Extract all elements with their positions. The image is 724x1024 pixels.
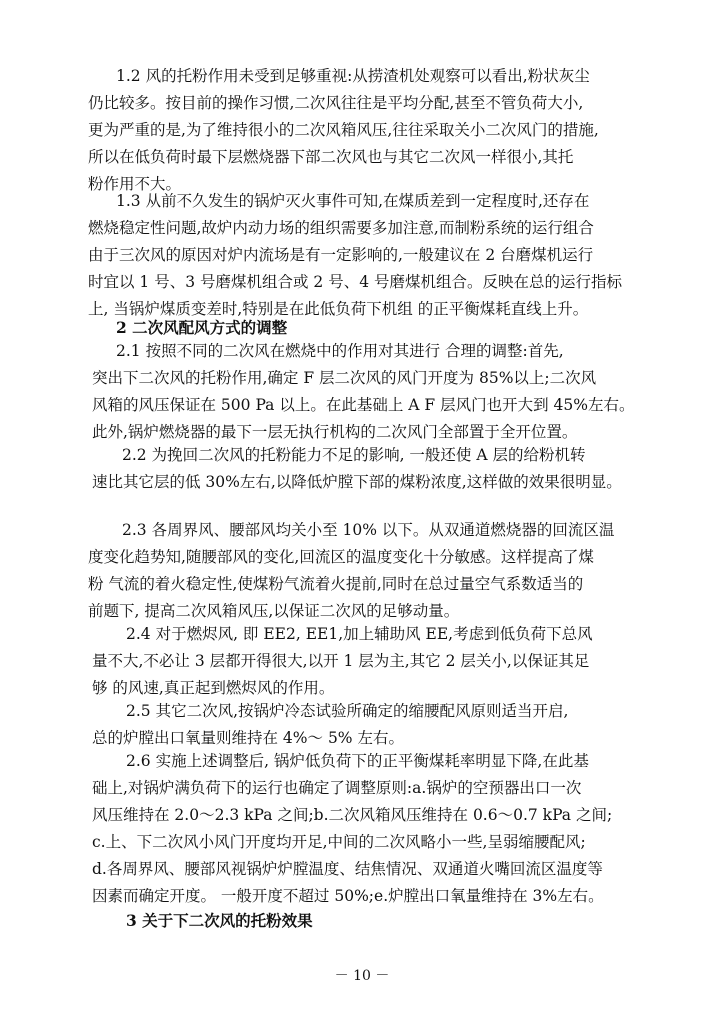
text-line: 2.1 按照不同的二次风在燃烧中的作用对其进行 合理的调整:首先, [116,342,564,360]
text-line: 粉作用不大。 [88,175,182,193]
text-line: 更为严重的是,为了维持很小的二次风箱风压,往往采取关小二次风门的措施, [88,121,599,139]
section-heading-3: 3 关于下二次风的托粉效果 [126,911,313,930]
text-line: 仍比较多。按目前的操作习惯,二次风往往是平均分配,甚至不管负荷大小, [88,94,584,112]
text-line: 量不大,不必让 3 层都开得很大,以开 1 层为主,其它 2 层关小,以保证其足 [92,652,590,670]
text-line: d.各周界风、腰部风视锅炉炉膛温度、结焦情况、双通道火嘴回流区温度等 [92,860,603,878]
text-line: 燃烧稳定性问题,故炉内动力场的组织需要多加注意,而制粉系统的运行组合 [88,219,594,237]
text-line: 2.6 实施上述调整后, 锅炉低负荷下的正平衡煤耗率明显下降,在此基 [126,752,589,770]
text-line: c.上、下二次风小风门开度均开足,中间的二次风略小一些,呈弱缩腰配风; [92,833,586,851]
text-line: 够 的风速,真正起到燃烬风的作用。 [92,679,335,697]
text-line: 速比其它层的低 30%左右,以降低炉膛下部的煤粉浓度,这样做的效果很明显。 [92,473,622,491]
text-line: 突出下二次风的托粉作用,确定 F 层二次风的风门开度为 85%以上;二次风 [92,369,597,387]
text-line: 2.4 对于燃烬风, 即 EE2, EE1,加上辅助风 EE,考虑到低负荷下总风 [126,625,593,643]
text-line: 1.3 从前不久发生的锅炉灭火事件可知,在煤质差到一定程度时,还存在 [116,192,590,210]
text-line: 2.3 各周界风、腰部风均关小至 10% 以下。从双通道燃烧器的回流区温 [122,521,615,539]
text-line: 上, 当锅炉煤质变差时,特别是在此低负荷下机组 的正平衡煤耗直线上升。 [88,300,589,318]
text-line: 度变化趋势知,随腰部风的变化,回流区的温度变化十分敏感。这样提高了煤 [88,548,594,566]
text-line: 前题下, 提高二次风箱风压,以保证二次风的足够动量。 [88,602,460,620]
text-line: 时宜以 1 号、3 号磨煤机组合或 2 号、4 号磨煤机组合。反映在总的运行指标 [88,273,623,291]
text-line: 因素而确定开度。 一般开度不超过 50%;e.炉膛出口氧量维持在 3%左右。 [92,887,604,905]
text-line: 粉 气流的着火稳定性,使煤粉气流着火提前,同时在总过量空气系数适当的 [88,575,584,593]
section-heading-2: 2 二次风配风方式的调整 [116,318,288,337]
text-line: 总的炉膛出口氧量则维持在 4%～ 5% 左右。 [92,729,404,747]
text-line: 风箱的风压保证在 500 Pa 以上。在此基础上 A F 层风门也开大到 45%左右。 [92,396,635,414]
text-line: 风压维持在 2.0～2.3 kPa 之间;b.二次风箱风压维持在 0.6～0.7 kPa 之间; [92,806,613,824]
text-line: 2.2 为挽回二次风的托粉能力不足的影响, 一般还使 A 层的给粉机转 [122,446,586,464]
text-line: 由于三次风的原因对炉内流场是有一定影响的,一般建议在 2 台磨煤机运行 [88,246,594,264]
text-line: 所以在低负荷时最下层燃烧器下部二次风也与其它二次风一样很小,其托 [88,148,574,166]
text-line: 2.5 其它二次风,按锅炉冷态试验所确定的缩腰配风原则适当开启, [126,702,569,720]
text-line: 此外,锅炉燃烧器的最下一层无执行机构的二次风门全部置于全开位置。 [92,423,578,441]
text-line: 础上,对锅炉满负荷下的运行也确定了调整原则:a.锅炉的空预器出口一次 [92,779,582,797]
text-line: 1.2 风的托粉作用未受到足够重视:从捞渣机处观察可以看出,粉状灰尘 [116,67,590,85]
page-number: － 10 － [334,968,390,984]
